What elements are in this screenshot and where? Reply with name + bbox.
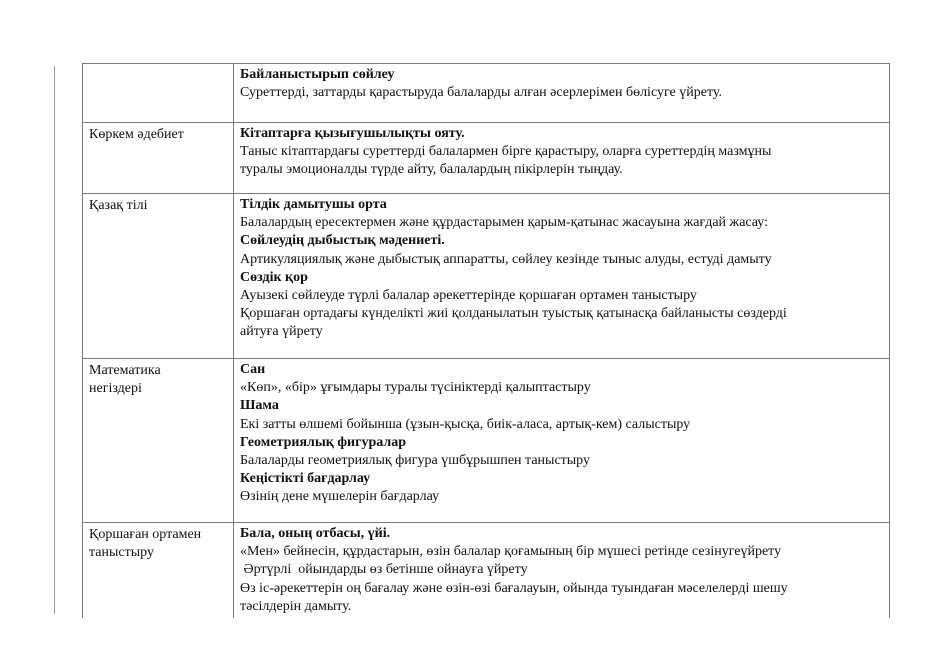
subject-line: Қоршаған ортамен [89, 527, 202, 542]
subject-cell [83, 523, 234, 618]
section-heading: Бала, оның отбасы, үйі. [240, 526, 391, 541]
table-row [83, 64, 890, 123]
subject-cell [83, 64, 234, 123]
subject-cell [83, 359, 234, 523]
table-row [83, 523, 890, 618]
content-cell [234, 523, 890, 618]
content-text: Өзінің дене мүшелерін бағдарлау [240, 489, 440, 505]
section-heading: Кеңістікті бағдарлау [240, 471, 371, 487]
section-heading: Сан [240, 362, 266, 377]
content-cell [234, 64, 890, 123]
section-heading: Байланыстырып сөйлеу [240, 67, 395, 82]
section-heading: Сөйлеудің дыбыстық мәдениеті. [240, 233, 445, 249]
content-cell [234, 359, 890, 523]
content-cell [234, 194, 890, 359]
content-text: Өз іс-әрекеттерін оң бағалау және өзін-өзі бағалауын, ойында туындаған мәселелерді шешу [240, 580, 788, 596]
section-heading: Кітаптарға қызығушылықты ояту. [240, 126, 465, 141]
subject-line: таныстыру [89, 545, 154, 561]
subject-line: негіздері [89, 381, 142, 397]
subject-cell: Көркем әдебиет [83, 123, 234, 194]
table-row [83, 359, 890, 523]
table-row [83, 123, 890, 194]
subject-cell: Қазақ тілі [83, 194, 234, 359]
content-text: Әртүрлі ойындарды өз бетінше ойнауға үйрету [240, 562, 528, 578]
content-text: Балалардың ересектермен және құрдастарымен қарым-қатынас жасауына жағдай жасау: [240, 215, 769, 231]
section-heading: Тілдік дамытушы орта [240, 197, 387, 212]
content-text: «Мен» бейнесін, құрдастарын, өзін балалар қоғамының бір мүшесі ретінде сезінугеүйрету [240, 544, 782, 560]
section-heading: Шама [240, 398, 279, 414]
section-heading: Геометриялық фигуралар [240, 434, 407, 450]
content-text: Екі затты өлшемі бойынша (ұзын-қысқа, биік-аласа, артық-кем) салыстыру [240, 416, 691, 432]
curriculum-table [82, 63, 890, 618]
content-text: туралы эмоционалды түрде айту, балалардың пікірлерін тыңдау. [240, 162, 623, 178]
section-heading: Сөздік қор [240, 269, 308, 285]
content-text: Қоршаған ортадағы күнделікті жиі қолданылатын туыстық қатынасқа байланысты сөздерді [240, 306, 787, 322]
content-text: Ауызекі сөйлеуде түрлі балалар әрекеттерінде қоршаған ортамен таныстыру [240, 288, 697, 304]
content-text: Суреттерді, заттарды қарастыруда балаларды алған әсерлерімен бөлісуге үйрету. [240, 85, 722, 101]
subject-line: Математика [89, 363, 161, 378]
content-text: Артикуляциялық және дыбыстық аппаратты, сөйлеу кезінде тыныс алуды, естуді дамыту [240, 251, 772, 267]
content-text: «Көп», «бір» ұғымдары туралы түсініктерді қалыптастыру [240, 380, 591, 396]
page-margin-line [54, 66, 55, 614]
content-text: Таныс кітаптардағы суреттерді балалармен бірге қарастыру, оларға суреттердің мазмұны [240, 144, 772, 160]
content-text: айтуға үйрету [240, 324, 323, 340]
table-row [83, 194, 890, 359]
content-text: Балаларды геометриялық фигура үшбұрышпен таныстыру [240, 453, 590, 469]
content-text: тәсілдерін дамыту. [240, 598, 352, 614]
content-cell [234, 123, 890, 194]
